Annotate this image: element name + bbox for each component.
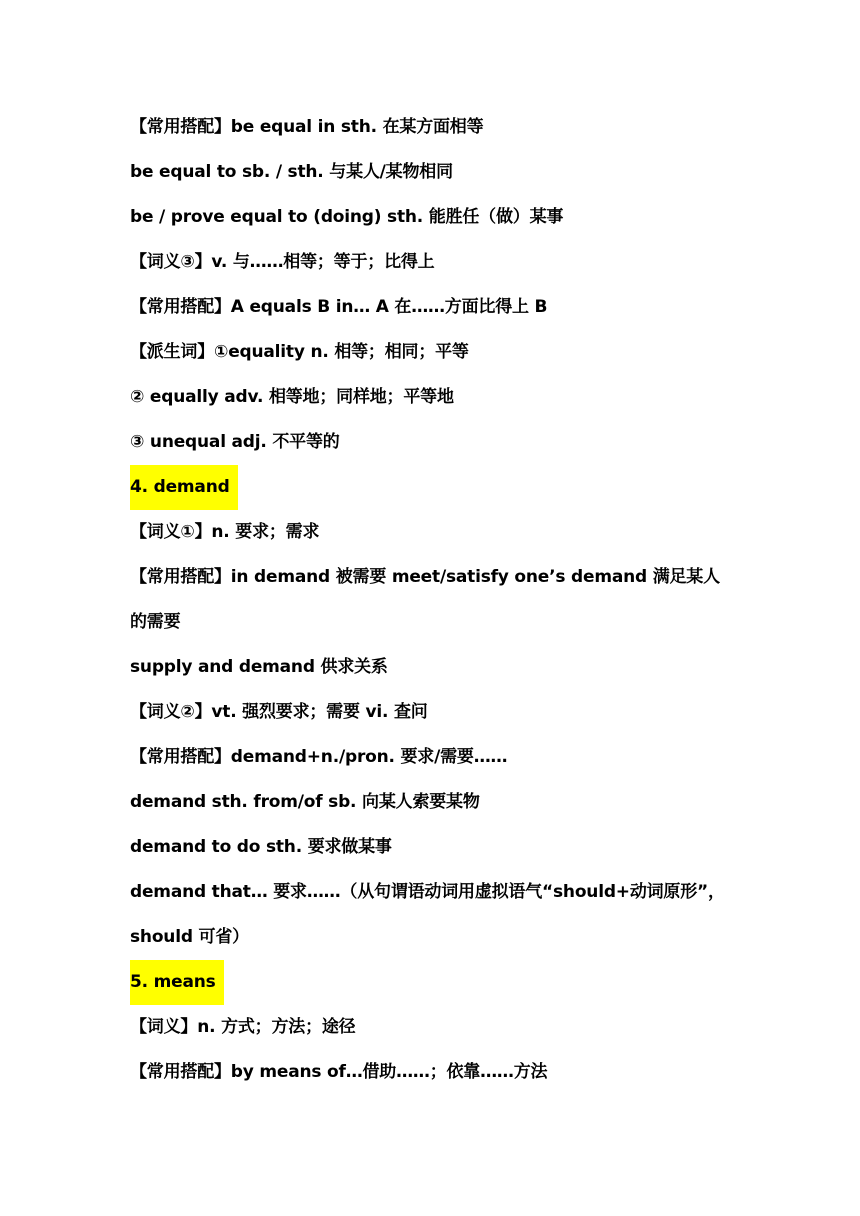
section-heading	[130, 960, 750, 1005]
line-text: 【词义①】n. 要求；需求	[130, 522, 320, 542]
text-line	[130, 105, 750, 150]
line-text: demand that… 要求……（从句谓语动词用虚拟语气“should+动词原形”，	[130, 882, 725, 902]
line-text: be / prove equal to (doing) sth. 能胜任（做）某事	[130, 207, 564, 227]
line-text: ② equally adv. 相等地；同样地；平等地	[130, 387, 454, 407]
line-text: demand to do sth. 要求做某事	[130, 837, 392, 857]
text-line	[130, 780, 750, 825]
line-text: ③ unequal adj. 不平等的	[130, 432, 340, 452]
text-line	[130, 1050, 750, 1095]
line-text: 【词义】n. 方式；方法；途径	[130, 1017, 356, 1037]
text-line	[130, 195, 750, 240]
line-text: be equal to sb. / sth. 与某人/某物相同	[130, 162, 453, 182]
text-line	[130, 420, 750, 465]
line-text: 【常用搭配】by means of…借助……；依靠……方法	[130, 1062, 548, 1082]
document-body	[130, 105, 750, 1095]
text-line	[130, 150, 750, 195]
line-text: demand sth. from/of sb. 向某人索要某物	[130, 792, 480, 812]
section-heading	[130, 465, 750, 510]
text-line	[130, 1005, 750, 1050]
text-line	[130, 330, 750, 375]
line-text: 【词义③】v. 与……相等；等于；比得上	[130, 252, 435, 272]
line-text: should 可省）	[130, 927, 249, 947]
highlighted-heading-demand: 4. demand	[130, 465, 238, 510]
text-line	[130, 285, 750, 330]
text-line	[130, 915, 750, 960]
text-line	[130, 645, 750, 690]
line-text: 【常用搭配】demand+n./pron. 要求/需要……	[130, 747, 508, 767]
text-line	[130, 240, 750, 285]
line-text: 【常用搭配】in demand 被需要 meet/satisfy one’s demand 满足某人	[130, 567, 720, 587]
text-line	[130, 690, 750, 735]
text-line	[130, 825, 750, 870]
line-text: 【常用搭配】A equals B in… A 在……方面比得上 B	[130, 297, 548, 317]
text-line	[130, 510, 750, 555]
line-text: 【常用搭配】be equal in sth. 在某方面相等	[130, 117, 484, 137]
text-line	[130, 870, 750, 915]
text-line	[130, 735, 750, 780]
line-text: 【词义②】vt. 强烈要求；需要 vi. 查问	[130, 702, 428, 722]
text-line	[130, 555, 750, 600]
highlighted-heading-means: 5. means	[130, 960, 224, 1005]
line-text: 【派生词】①equality n. 相等；相同；平等	[130, 342, 469, 362]
line-text: 的需要	[130, 612, 181, 632]
text-line	[130, 600, 750, 645]
line-text: supply and demand 供求关系	[130, 657, 388, 677]
text-line	[130, 375, 750, 420]
